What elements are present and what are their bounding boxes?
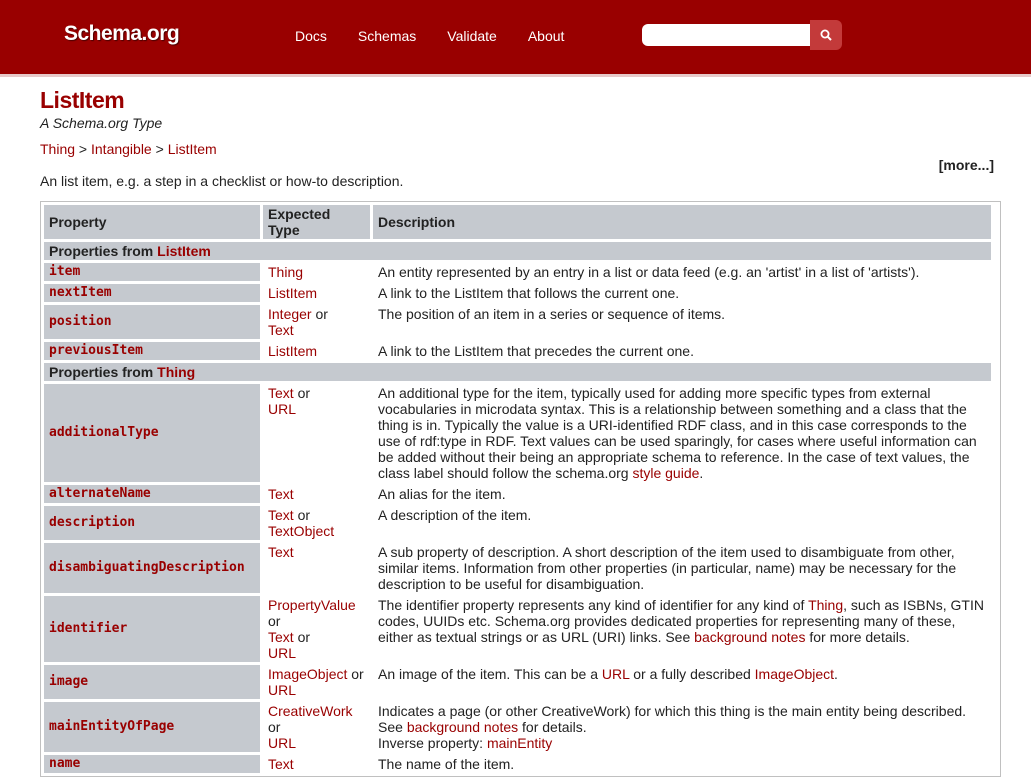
header-expected-type: Expected Type [263,205,370,239]
desc-link[interactable]: background notes [694,629,806,645]
type-link[interactable]: URL [268,735,297,751]
type-link[interactable]: ImageObject [268,666,348,682]
expected-type [263,506,370,540]
desc-text: An additional type for the item, typically used for adding more specific types from external vocabularies in microdata syntax. This is a relationship between something and a class that the thing is in. Typically the value is a URI-identified RDF class, and in this case corresponds to the use of rdf:type in RDF. Text values can be used sparingly, for cases where useful information can be added without their being an appropriate schema to reference. In the case of text values, the class label should follow the schema.org [378,385,977,481]
expected-type [263,263,370,281]
header-description: Description [373,205,991,239]
expected-type [263,305,370,339]
or-label: or [268,719,281,735]
property-name [44,755,260,773]
property-link-identifier[interactable]: identifier [49,621,128,636]
section-type-link[interactable]: ListItem [157,243,211,259]
section-header [44,242,991,260]
property-name [44,702,260,752]
nav-schemas[interactable]: Schemas [357,28,417,44]
more-link[interactable]: [more...] [938,157,994,173]
breadcrumb-intangible[interactable]: Intangible [91,141,152,157]
type-link[interactable]: Text [268,486,294,502]
table-row [44,384,991,482]
desc-text: , such as ISBNs, GTIN codes, UUIDs etc. Schema.org provides dedicated properties for representing many of these, either as textual strings or as URL (URI) links. See [378,597,984,645]
section-prefix: Properties from [49,364,158,380]
desc-link[interactable]: background notes [406,719,519,735]
desc-text: Indicates a page (or other CreativeWork) for which this thing is the main entity being described. [378,703,967,719]
breadcrumb-thing[interactable]: Thing [40,141,76,157]
type-link[interactable]: CreativeWork [268,703,353,719]
property-description [373,665,991,699]
breadcrumb-listitem[interactable]: ListItem [167,141,217,157]
or-label: or [293,629,311,645]
table-row [44,263,991,281]
type-link[interactable]: URL [268,682,297,698]
type-link[interactable]: PropertyValue [268,597,356,613]
table-row [44,485,991,503]
desc-text: An alias for the item. [378,486,506,502]
section-header [44,363,991,381]
table-body [44,242,991,773]
type-link[interactable]: URL [268,645,297,661]
type-link[interactable]: Integer [268,306,312,322]
search-input[interactable] [642,24,810,46]
nav-validate[interactable]: Validate [447,28,497,44]
type-link[interactable]: Thing [268,264,304,280]
desc-text: See [378,719,407,735]
desc-text: A description of the item. [378,507,532,523]
expected-type [263,384,370,482]
property-link-position[interactable]: position [49,314,112,329]
property-link-nextItem[interactable]: nextItem [49,285,112,300]
table-row [44,284,991,302]
desc-text: The position of an item in a series or sequence of items. [378,306,726,322]
or-label: or [268,613,281,629]
desc-text: for more details. [805,629,910,645]
property-link-item[interactable]: item [49,264,81,279]
search-button[interactable] [810,20,842,50]
table-row [44,305,991,339]
property-name [44,284,260,302]
table-row [44,755,991,773]
desc-link[interactable]: URL [601,666,630,682]
table-row [44,506,991,540]
type-link[interactable]: TextObject [268,523,335,539]
page-title: ListItem [40,87,125,113]
property-description [373,543,991,593]
expected-type [263,543,370,593]
desc-text: A link to the ListItem that precedes the current one. [378,343,694,359]
property-name [44,342,260,360]
property-link-additionalType[interactable]: additionalType [49,425,159,440]
property-link-description[interactable]: description [49,515,136,530]
desc-text: for details. [518,719,587,735]
properties-table-wrapper [40,201,1001,777]
property-description [373,485,991,503]
property-link-disambiguatingDescription[interactable]: disambiguatingDescription [49,560,245,575]
type-description: An list item, e.g. a step in a checklist or how-to description. [40,173,404,189]
desc-text: Inverse property: [378,735,487,751]
property-name [44,384,260,482]
main-nav [295,28,595,44]
type-link[interactable]: ListItem [268,343,318,359]
site-header [0,0,1031,77]
property-name [44,263,260,281]
table-header-row [44,205,991,239]
site-logo[interactable]: Schema.org [64,22,180,45]
property-description [373,755,991,773]
property-description [373,506,991,540]
type-link[interactable]: Text [268,629,294,645]
section-type-link[interactable]: Thing [157,364,196,380]
type-link[interactable]: Text [268,756,294,772]
type-link[interactable]: Text [268,507,294,523]
desc-text: or a fully described [629,666,755,682]
property-description [373,384,991,482]
property-description [373,596,991,662]
type-link[interactable]: Text [268,544,294,560]
section-prefix: Properties from [49,243,158,259]
page-subtitle: A Schema.org Type [40,115,163,131]
desc-text: A link to the ListItem that follows the current one. [378,285,680,301]
property-name [44,665,260,699]
expected-type [263,702,370,752]
property-name [44,543,260,593]
section-row [44,363,991,381]
expected-type [263,485,370,503]
property-description [373,305,991,339]
type-link[interactable]: Text [268,385,294,401]
desc-text: An image of the item. This can be a [378,666,602,682]
property-name [44,596,260,662]
or-label: or [311,306,328,322]
header-property: Property [44,205,260,239]
property-link-alternateName[interactable]: alternateName [49,486,151,501]
table-row [44,596,991,662]
table-row [44,702,991,752]
type-link[interactable]: URL [268,401,297,417]
desc-link[interactable]: style guide [632,465,700,481]
table-row [44,665,991,699]
nav-about[interactable]: About [527,28,565,44]
expected-type [263,342,370,360]
desc-text: The identifier property represents any kind of identifier for any kind of [378,597,809,613]
section-row [44,242,991,260]
or-label: or [293,507,311,523]
property-description [373,342,991,360]
property-description [373,263,991,281]
expected-type [263,284,370,302]
nav-docs[interactable]: Docs [295,28,327,44]
properties-table [41,202,994,776]
type-link[interactable]: Text [268,322,294,338]
property-link-image[interactable]: image [49,674,89,689]
or-label: or [347,666,364,682]
expected-type [263,755,370,773]
property-link-mainEntityOfPage[interactable]: mainEntityOfPage [49,719,175,734]
property-name [44,485,260,503]
desc-text: . [699,465,704,481]
property-description [373,702,991,752]
property-name [44,305,260,339]
desc-link[interactable]: ImageObject [754,666,835,682]
table-row [44,543,991,593]
breadcrumb [40,141,217,157]
desc-link[interactable]: mainEntity [486,735,553,751]
table-row [44,342,991,360]
expected-type [263,596,370,662]
property-name [44,506,260,540]
or-label: or [293,385,311,401]
desc-link[interactable]: Thing [808,597,844,613]
expected-type [263,665,370,699]
desc-text: . [834,666,838,682]
desc-text: An entity represented by an entry in a list or data feed (e.g. an 'artist' in a list of 'artists'). [378,264,920,280]
desc-text: The name of the item. [378,756,515,772]
property-link-name[interactable]: name [49,756,81,771]
property-description [373,284,991,302]
search-bar [642,20,842,50]
breadcrumb-separator: > [155,141,168,157]
breadcrumb-separator: > [78,141,91,157]
property-link-previousItem[interactable]: previousItem [49,343,143,358]
type-link[interactable]: ListItem [268,285,318,301]
desc-text: A sub property of description. A short description of the item used to disambiguate from other, similar items. Information from other properties (in particular, name) may be necessary for the description to be useful for disambiguation. [378,544,957,592]
search-icon [820,29,832,41]
